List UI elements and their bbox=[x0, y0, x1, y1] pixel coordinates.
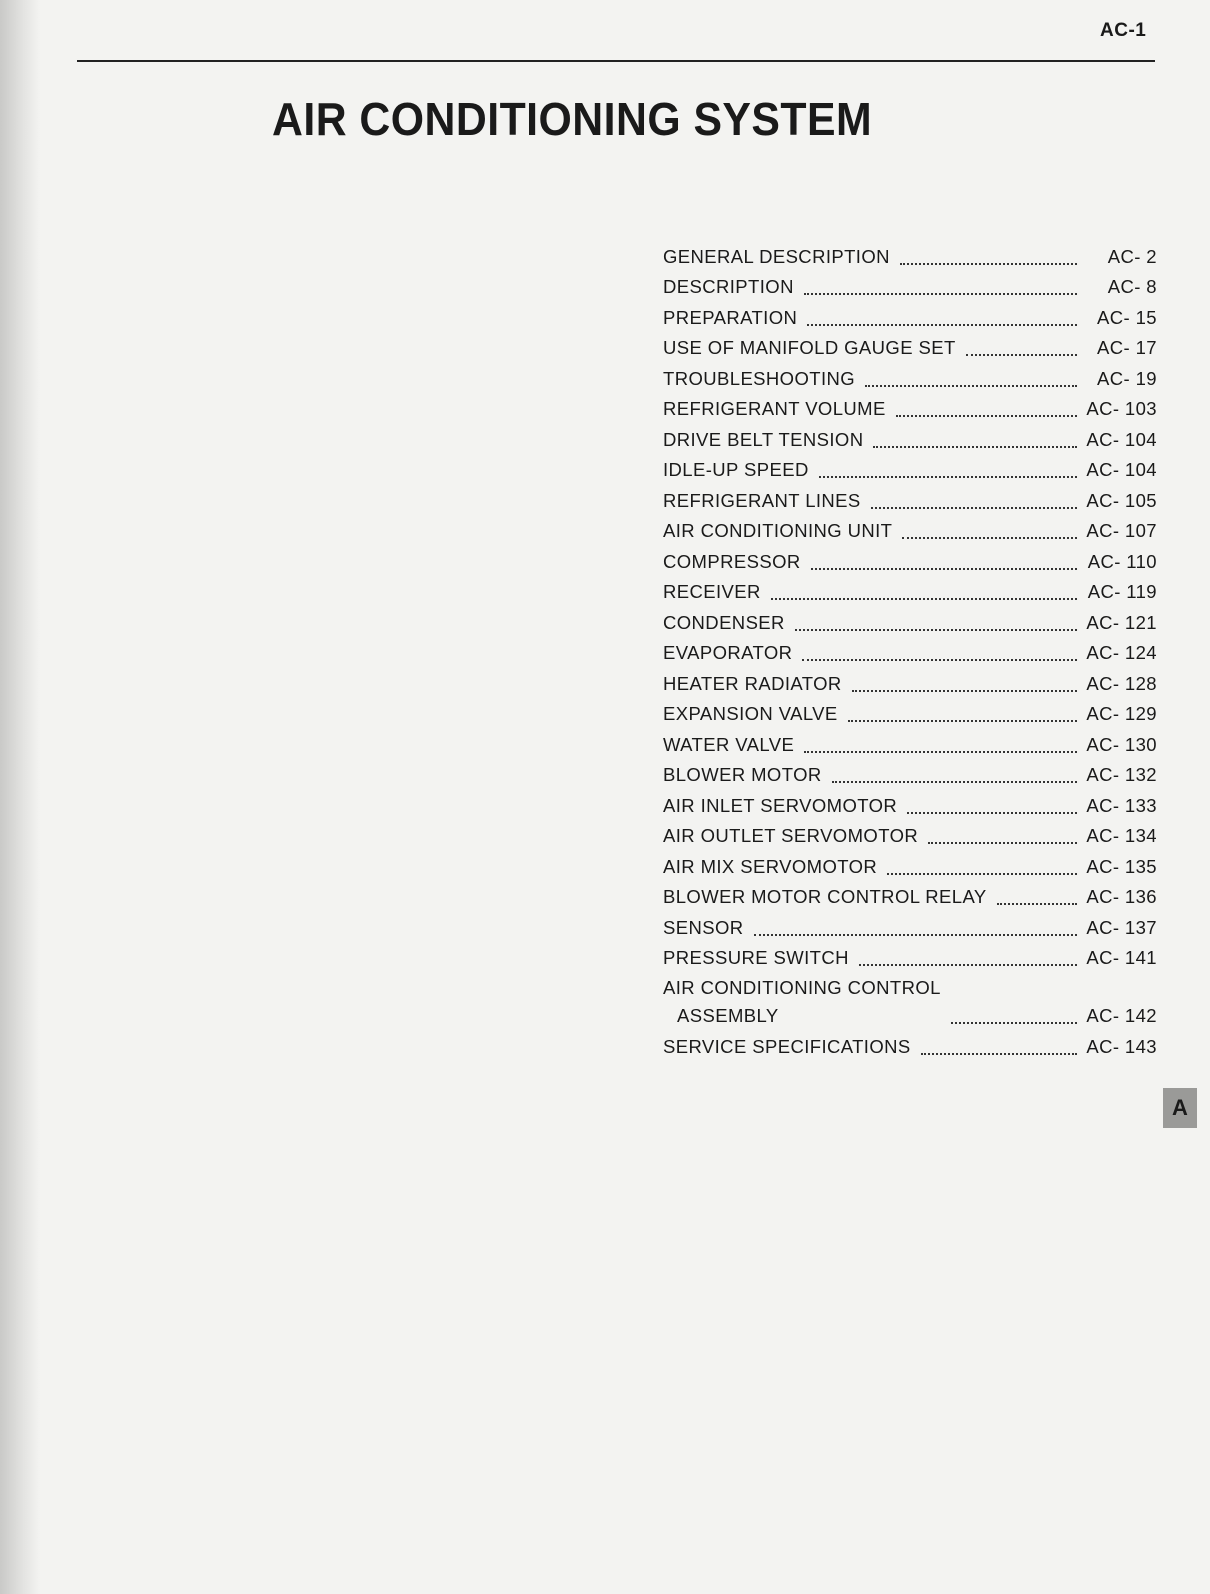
toc-entry[interactable] bbox=[663, 423, 1157, 454]
toc-entry-label: TROUBLESHOOTING bbox=[663, 367, 856, 389]
toc-entry[interactable] bbox=[663, 911, 1157, 942]
toc-entry[interactable] bbox=[663, 240, 1157, 271]
toc-entry-label: AIR CONDITIONING UNIT bbox=[663, 520, 893, 541]
toc-entry[interactable] bbox=[663, 576, 1157, 607]
toc-entry[interactable] bbox=[663, 820, 1157, 851]
toc-entry-page: AC- 103 bbox=[1086, 398, 1157, 419]
toc-entry-label: EVAPORATOR bbox=[663, 642, 793, 663]
toc-entry[interactable] bbox=[663, 1030, 1157, 1061]
toc-entry-page: AC- 142 bbox=[1086, 1005, 1157, 1026]
toc-entry-page: AC- 143 bbox=[1086, 1035, 1157, 1057]
toc-entry-page: AC- 119 bbox=[1087, 581, 1157, 602]
toc-entry-label: USE OF MANIFOLD GAUGE SET bbox=[663, 337, 956, 358]
toc-entry[interactable] bbox=[663, 728, 1157, 759]
toc-entry-label: AIR MIX SERVOMOTOR bbox=[663, 855, 878, 877]
toc-dot-leader bbox=[852, 690, 1077, 692]
toc-entry[interactable] bbox=[663, 332, 1157, 363]
toc-entry-label: SENSOR bbox=[663, 916, 744, 938]
toc-entry-page: AC- 128 bbox=[1086, 672, 1157, 694]
toc-entry-label: WATER VALVE bbox=[663, 733, 795, 755]
toc-entry-label: DESCRIPTION bbox=[663, 276, 794, 297]
toc-entry-page: AC- 124 bbox=[1086, 642, 1157, 663]
scan-edge-shadow bbox=[0, 0, 40, 1594]
toc-entry[interactable] bbox=[663, 972, 1157, 1030]
toc-dot-leader bbox=[921, 1053, 1077, 1055]
toc-entry[interactable] bbox=[663, 759, 1157, 790]
toc-dot-leader bbox=[928, 842, 1077, 844]
toc-entry[interactable] bbox=[663, 942, 1157, 973]
toc-dot-leader bbox=[907, 812, 1077, 814]
toc-entry-page: AC- 15 bbox=[1097, 306, 1157, 328]
toc-entry[interactable] bbox=[663, 850, 1157, 881]
toc-entry[interactable] bbox=[663, 515, 1157, 546]
toc-dot-leader bbox=[807, 324, 1077, 326]
toc-entry[interactable] bbox=[663, 301, 1157, 332]
toc-entry-page: AC- 135 bbox=[1086, 855, 1157, 877]
toc-entry-label-line1: AIR CONDITIONING CONTROL bbox=[663, 977, 941, 998]
toc-entry-page: AC- 134 bbox=[1086, 825, 1157, 846]
toc-entry-page: AC- 2 bbox=[1107, 245, 1157, 267]
toc-dot-leader bbox=[900, 263, 1077, 265]
toc-entry-label: PREPARATION bbox=[663, 306, 798, 328]
toc-dot-leader bbox=[997, 903, 1077, 905]
toc-dot-leader bbox=[896, 415, 1077, 417]
toc-entry-page: AC- 104 bbox=[1086, 428, 1157, 450]
toc-entry-label: REFRIGERANT VOLUME bbox=[663, 398, 886, 419]
toc-entry[interactable] bbox=[663, 698, 1157, 729]
toc-dot-leader bbox=[811, 568, 1077, 570]
toc-entry-label-line2: ASSEMBLY bbox=[677, 1005, 779, 1026]
toc-entry-page: AC- 105 bbox=[1086, 489, 1157, 511]
toc-dot-leader bbox=[859, 964, 1077, 966]
toc-entry-page: AC- 130 bbox=[1086, 733, 1157, 755]
toc-entry-label: BLOWER MOTOR CONTROL RELAY bbox=[663, 886, 987, 907]
toc-entry-page: AC- 17 bbox=[1097, 337, 1157, 358]
toc-entry-label: COMPRESSOR bbox=[663, 550, 801, 572]
toc-entry-page: AC- 132 bbox=[1086, 764, 1157, 785]
toc-entry-label: EXPANSION VALVE bbox=[663, 703, 838, 724]
toc-dot-leader bbox=[902, 537, 1077, 539]
toc-entry-page: AC- 129 bbox=[1086, 703, 1157, 724]
toc-entry-page: AC- 8 bbox=[1107, 276, 1157, 297]
toc-entry-label: GENERAL DESCRIPTION bbox=[663, 245, 890, 267]
toc-entry-page: AC- 104 bbox=[1086, 459, 1157, 480]
toc-entry[interactable] bbox=[663, 789, 1157, 820]
toc-entry[interactable] bbox=[663, 454, 1157, 485]
toc-dot-leader bbox=[819, 476, 1077, 478]
toc-entry-label: AIR OUTLET SERVOMOTOR bbox=[663, 825, 919, 846]
toc-entry-label: PRESSURE SWITCH bbox=[663, 947, 849, 968]
section-tab-marker: A bbox=[1163, 1088, 1197, 1128]
table-of-contents bbox=[663, 240, 1157, 1061]
toc-dot-leader bbox=[795, 629, 1077, 631]
toc-entry-label: SERVICE SPECIFICATIONS bbox=[663, 1035, 911, 1057]
page-number: AC-1 bbox=[1100, 20, 1147, 41]
toc-dot-leader bbox=[966, 354, 1077, 356]
toc-dot-leader bbox=[951, 1022, 1077, 1024]
toc-entry-page: AC- 133 bbox=[1086, 794, 1157, 816]
toc-dot-leader bbox=[802, 659, 1077, 661]
toc-entry-page: AC- 19 bbox=[1097, 367, 1157, 389]
section-title: AIR CONDITIONING SYSTEM bbox=[272, 93, 873, 145]
toc-entry-page: AC- 137 bbox=[1086, 916, 1157, 938]
toc-dot-leader bbox=[887, 873, 1077, 875]
toc-entry[interactable] bbox=[663, 637, 1157, 668]
toc-entry[interactable] bbox=[663, 881, 1157, 912]
toc-entry[interactable] bbox=[663, 393, 1157, 424]
toc-entry-label: RECEIVER bbox=[663, 581, 761, 602]
toc-dot-leader bbox=[865, 385, 1077, 387]
toc-entry-label: IDLE-UP SPEED bbox=[663, 459, 809, 480]
toc-entry[interactable] bbox=[663, 484, 1157, 515]
toc-entry-page: AC- 110 bbox=[1087, 550, 1157, 572]
toc-entry-label: REFRIGERANT LINES bbox=[663, 489, 861, 511]
toc-dot-leader bbox=[873, 446, 1077, 448]
toc-entry-label bbox=[663, 974, 941, 1030]
toc-dot-leader bbox=[871, 507, 1077, 509]
toc-dot-leader bbox=[771, 598, 1077, 600]
toc-entry-page: AC- 141 bbox=[1086, 947, 1157, 968]
toc-entry-page: AC- 136 bbox=[1086, 886, 1157, 907]
toc-entry[interactable] bbox=[663, 271, 1157, 302]
toc-entry[interactable] bbox=[663, 362, 1157, 393]
toc-entry-label: HEATER RADIATOR bbox=[663, 672, 842, 694]
toc-dot-leader bbox=[848, 720, 1077, 722]
toc-dot-leader bbox=[754, 934, 1077, 936]
toc-entry-label: CONDENSER bbox=[663, 611, 785, 633]
toc-dot-leader bbox=[832, 781, 1077, 783]
toc-dot-leader bbox=[804, 293, 1077, 295]
toc-entry[interactable] bbox=[663, 606, 1157, 637]
header-rule bbox=[77, 60, 1155, 62]
toc-entry-label: AIR INLET SERVOMOTOR bbox=[663, 794, 898, 816]
toc-entry-label: BLOWER MOTOR bbox=[663, 764, 822, 785]
toc-entry[interactable] bbox=[663, 545, 1157, 576]
toc-entry-page: AC- 121 bbox=[1086, 611, 1157, 633]
toc-dot-leader bbox=[804, 751, 1077, 753]
toc-entry[interactable] bbox=[663, 667, 1157, 698]
toc-entry-label: DRIVE BELT TENSION bbox=[663, 428, 864, 450]
toc-entry-page: AC- 107 bbox=[1086, 520, 1157, 541]
